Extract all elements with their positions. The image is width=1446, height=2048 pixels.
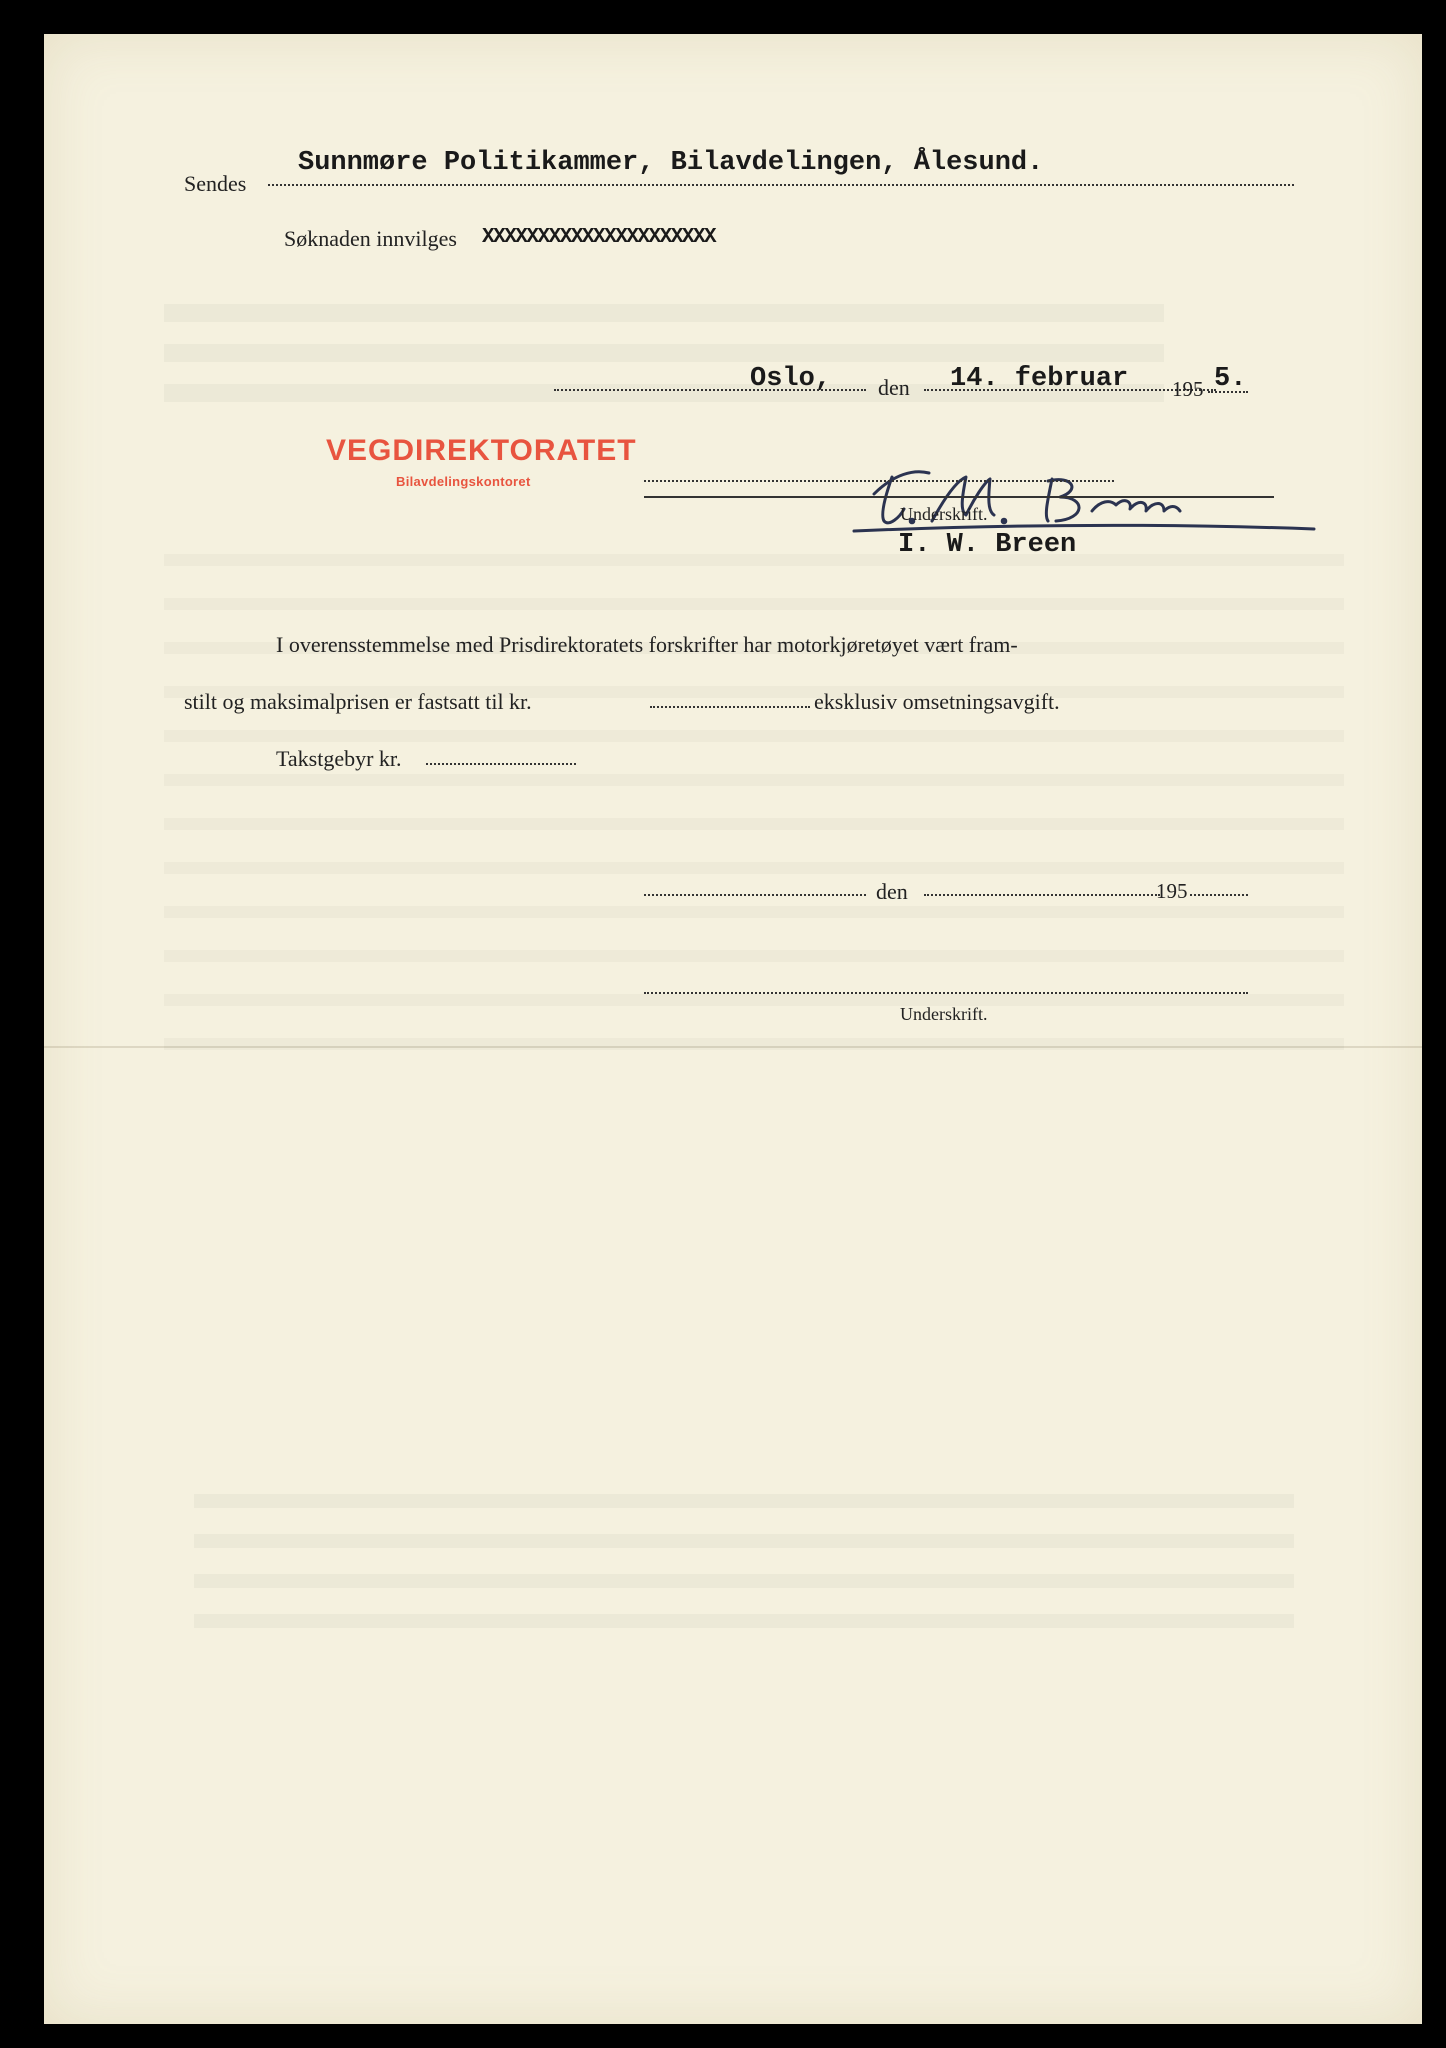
underskrift-label: Underskrift. bbox=[900, 504, 988, 524]
sendes-label: Sendes bbox=[184, 171, 247, 196]
date-den-label: den bbox=[878, 375, 910, 400]
price-text-line1: I overensstemmelse med Prisdirektoratets forskrifter har motorkjøretøyet vært fram- bbox=[276, 632, 1018, 657]
stamp-title: VEGDIREKTORATET bbox=[326, 434, 637, 467]
stamp-subtitle: Bilavdelingskontoret bbox=[396, 474, 531, 489]
sendes-value: Sunnmøre Politikammer, Bilavdelingen, Ålesund. bbox=[298, 148, 1044, 178]
soknaden-struck-value: XXXXXXXXXXXXXXXXXXXXX bbox=[482, 226, 716, 249]
takstgebyr-line bbox=[426, 763, 576, 765]
den2-label: den bbox=[876, 879, 908, 904]
signer-name: I. W. Breen bbox=[898, 530, 1077, 560]
price-text-line2: stilt og maksimalprisen er fastsatt til kr. bbox=[184, 689, 532, 714]
date2-line bbox=[924, 894, 1160, 896]
signature-underline bbox=[644, 496, 1274, 498]
place-line bbox=[554, 389, 866, 391]
underskrift2-label: Underskrift. bbox=[900, 1004, 988, 1024]
year-prefix: 195 bbox=[1172, 377, 1204, 401]
signature2-line bbox=[644, 992, 1248, 994]
document-page bbox=[44, 34, 1422, 2024]
place2-line bbox=[644, 894, 866, 896]
price-amount-line bbox=[650, 706, 810, 708]
place-value: Oslo, bbox=[750, 364, 832, 394]
signature-line bbox=[644, 480, 1114, 482]
year-suffix: 5. bbox=[1214, 364, 1247, 394]
bleed-through-block bbox=[194, 1494, 1294, 1654]
year2-line bbox=[1190, 894, 1248, 896]
soknaden-label: Søknaden innvilges bbox=[284, 226, 457, 251]
price-text-line2-suffix: eksklusiv omsetningsavgift. bbox=[814, 689, 1060, 714]
date-value: 14. februar bbox=[950, 364, 1129, 394]
year2-prefix: 195 bbox=[1156, 879, 1188, 903]
takstgebyr-label: Takstgebyr kr. bbox=[276, 746, 402, 771]
sendes-line bbox=[268, 184, 1294, 186]
year-line bbox=[1208, 391, 1248, 393]
